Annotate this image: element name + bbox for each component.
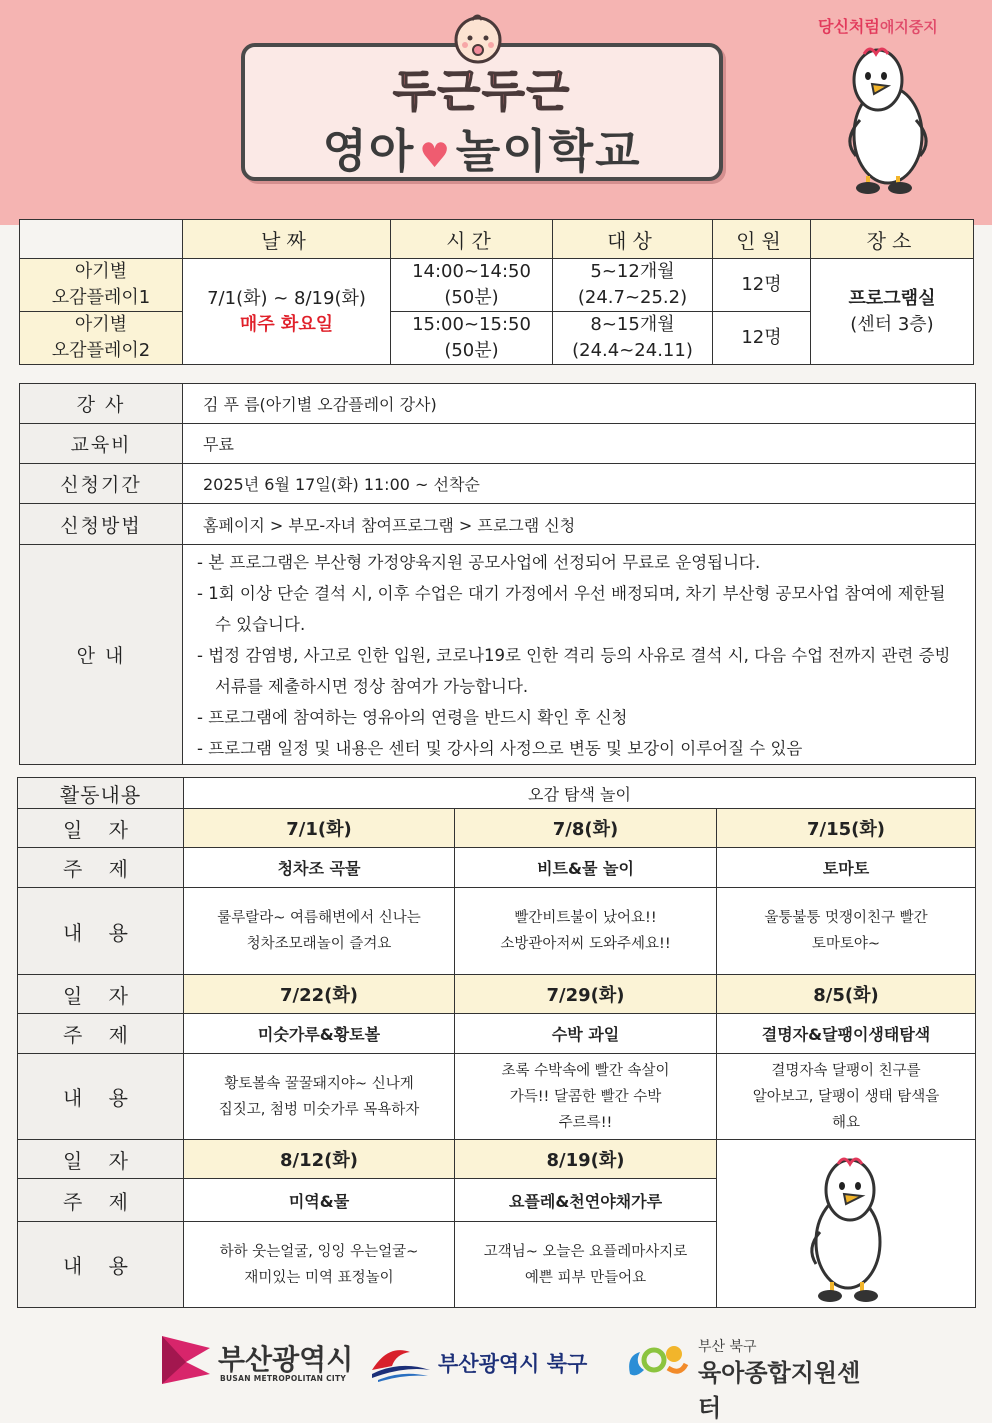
session-content [455, 888, 717, 975]
notice-item: - 본 프로그램은 부산형 가정양육지원 공모사업에 선정되어 무료로 운영됩니다. [197, 553, 761, 572]
method-value: 홈페이지 > 부모-자녀 참여프로그램 > 프로그램 신청 [183, 504, 976, 545]
notice-item: - 1회 이상 단순 결석 시, 이후 수업은 대기 가정에서 우선 배정되며, 차기 부산형 공모사업 참여에 제한될 수 있습니다. [197, 584, 946, 634]
content-line: 예쁜 피부 만들어요 [524, 1269, 647, 1286]
place-cell [811, 259, 974, 365]
seagull-mascot-icon [838, 40, 934, 196]
session-subject: 미역&물 [184, 1179, 455, 1222]
session-date: 8/5(화) [717, 975, 976, 1014]
content-label: 내 용 [18, 1054, 184, 1140]
content-line: 토마토야~ [811, 936, 881, 952]
slogan-a: 당신처럼 [818, 17, 880, 36]
time2-line2: (50분) [444, 340, 499, 361]
content-line: 재미있는 미역 표정놀이 [244, 1269, 394, 1286]
content-line: 알아보고, 달팽이 생태 탐색을 [752, 1088, 940, 1105]
subject-label: 주 제 [18, 1179, 184, 1222]
logo1-name: 부산광역시 [218, 1343, 354, 1376]
fee-label: 교육비 [20, 424, 183, 464]
session-subject: 토마토 [717, 848, 976, 888]
notice-item: - 법정 감염병, 사고로 인한 입원, 코로나19로 인한 격리 등의 사유로 결석 시, 다음 수업 전까지 관련 증빙서류를 제출하시면 정상 참여가 가능합니다. [197, 646, 951, 696]
subject-label: 주 제 [18, 848, 184, 888]
childcare-center-logo-icon [624, 1338, 690, 1384]
session-date: 7/15(화) [717, 809, 976, 848]
content-line: 결명자속 달팽이 친구를 [771, 1062, 921, 1079]
activity-theme: 오감 탐색 놀이 [184, 778, 976, 809]
content-line: 룰루랄라~ 여름해변에서 신나는 [217, 910, 421, 926]
time1-line1: 14:00~14:50 [412, 261, 531, 282]
busan-city-logo-icon [160, 1334, 212, 1386]
target1-line2: (24.7~25.2) [577, 287, 688, 308]
content-line: 해요 [831, 1114, 860, 1131]
date-cell [183, 259, 391, 365]
content-line: 청차조모래놀이 즐겨요 [246, 936, 392, 952]
date-label: 일 자 [18, 1140, 184, 1179]
notice-item: - 프로그램 일정 및 내용은 센터 및 강사의 사정으로 변동 및 보강이 이루어질 수 있음 [197, 739, 803, 758]
target1-cell [553, 259, 713, 312]
content-line: 소방관아저씨 도와주세요!! [500, 936, 671, 952]
schedule-table [19, 219, 974, 365]
session-subject: 결명자&달팽이생태탐색 [717, 1014, 976, 1054]
busan-city-logo [160, 1334, 360, 1388]
notice-label: 안 내 [20, 545, 183, 765]
content-line: 울퉁불퉁 멋쟁이친구 빨간 [764, 910, 928, 926]
col-time: 시간 [391, 220, 553, 259]
period-value: 2025년 6월 17일(화) 11:00 ~ 선착순 [183, 464, 976, 504]
title-part-a: 영아 [322, 124, 416, 178]
heart-icon: ♥ [419, 136, 452, 176]
target2-line1: 8~15개월 [590, 314, 675, 335]
session-content [455, 1222, 717, 1308]
slogan [818, 14, 938, 37]
session-subject: 청차조 곡물 [184, 848, 455, 888]
place-line1: 프로그램실 [848, 287, 936, 309]
capacity1-cell: 12명 [713, 259, 811, 312]
col-capacity: 인원 [713, 220, 811, 259]
instructor-value: 김 푸 름(아기별 오감플레이 강사) [183, 384, 976, 424]
target2-cell [553, 312, 713, 365]
session-date: 8/12(화) [184, 1140, 455, 1179]
bukgu-logo [370, 1340, 610, 1384]
target2-line2: (24.4~24.11) [572, 340, 693, 361]
session-date: 7/8(화) [455, 809, 717, 848]
session-subject: 수박 과일 [455, 1014, 717, 1054]
col-date: 날짜 [183, 220, 391, 259]
program2-name [20, 312, 183, 365]
content-line: 고객님~ 오늘은 요플레마사지로 [483, 1243, 688, 1260]
schedule-corner [20, 220, 183, 259]
instructor-label: 강 사 [20, 384, 183, 424]
session-subject: 비트&물 놀이 [455, 848, 717, 888]
program2-line1: 아기별 [74, 314, 128, 335]
content-label: 내 용 [18, 888, 184, 975]
session-content [455, 1054, 717, 1140]
col-place: 장소 [811, 220, 974, 259]
session-date: 7/22(화) [184, 975, 455, 1014]
period-label: 신청기간 [20, 464, 183, 504]
slogan-b: 애지중지 [879, 18, 938, 36]
seagull-mascot-icon [800, 1150, 896, 1306]
session-subject: 요플레&천연야채가루 [455, 1179, 717, 1222]
session-subject: 미숫가루&황토볼 [184, 1014, 455, 1054]
content-line: 집짓고, 첨벙 미숫가루 목욕하자 [218, 1101, 420, 1118]
date-range: 7/1(화) ~ 8/19(화) [207, 287, 366, 309]
notice-list [183, 545, 976, 765]
program1-line2: 오감플레이1 [51, 287, 151, 308]
content-line: 주르륵!! [558, 1114, 613, 1131]
place-line2: (센터 3층) [850, 313, 934, 335]
content-label: 내 용 [18, 1222, 184, 1308]
title-part-b: 놀이학교 [455, 124, 642, 178]
logo2-name: 부산광역시 북구 [438, 1352, 588, 1376]
content-line: 하하 웃는얼굴, 잉잉 우는얼굴~ [219, 1243, 419, 1260]
notice-item: - 프로그램에 참여하는 영유아의 연령을 반드시 확인 후 신청 [197, 708, 628, 727]
logo1-sub: BUSAN METROPOLITAN CITY [220, 1374, 347, 1383]
time1-cell [391, 259, 553, 312]
content-line: 빨간비트불이 났어요!! [514, 910, 657, 926]
col-target: 대상 [553, 220, 713, 259]
session-date: 7/29(화) [455, 975, 717, 1014]
program1-line1: 아기별 [74, 261, 128, 282]
date-label: 일 자 [18, 975, 184, 1014]
logo3-small: 부산 북구 [698, 1339, 757, 1355]
content-line: 초록 수박속에 빨간 속살이 [501, 1062, 670, 1079]
time2-cell [391, 312, 553, 365]
method-label: 신청방법 [20, 504, 183, 545]
capacity2-cell: 12명 [713, 312, 811, 365]
logo3-name: 육아종합지원센터 [698, 1359, 861, 1422]
session-date: 8/19(화) [455, 1140, 717, 1179]
date-label: 일 자 [18, 809, 184, 848]
session-content [184, 1222, 455, 1308]
activity-label: 활동내용 [18, 778, 184, 809]
program2-line2: 오감플레이2 [51, 340, 151, 361]
subject-label: 주 제 [18, 1014, 184, 1054]
time1-line2: (50분) [444, 287, 499, 308]
session-date: 7/1(화) [184, 809, 455, 848]
program1-name [20, 259, 183, 312]
content-line: 가득!! 달콤한 빨간 수박 [509, 1088, 662, 1105]
fee-value: 무료 [183, 424, 976, 464]
bukgu-logo-icon [370, 1340, 432, 1384]
childcare-center-logo [624, 1336, 874, 1422]
info-table [19, 383, 976, 765]
time2-line1: 15:00~15:50 [412, 314, 531, 335]
session-content [184, 888, 455, 975]
date-note: 매주 화요일 [239, 313, 334, 335]
title-line2 [245, 115, 719, 181]
content-line: 황토볼속 꿀꿀돼지야~ 신나게 [224, 1075, 414, 1092]
target1-line1: 5~12개월 [590, 261, 675, 282]
session-content [717, 888, 976, 975]
baby-face-icon [452, 12, 504, 64]
session-content [717, 1054, 976, 1140]
title-line1: 두근두근 [392, 66, 571, 117]
session-content [184, 1054, 455, 1140]
